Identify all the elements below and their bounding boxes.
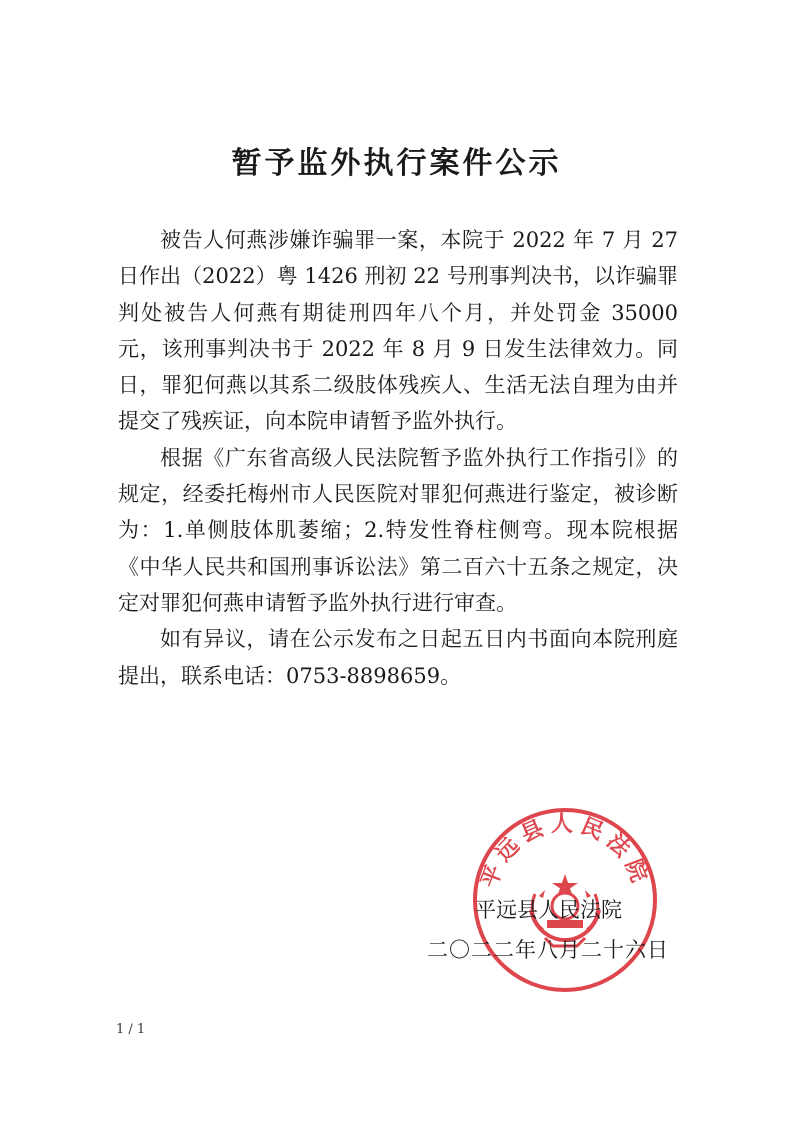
document-body — [118, 222, 678, 694]
seal-text: 平远县人民法院 — [476, 812, 654, 892]
document-title: 暂予监外执行案件公示 — [231, 146, 562, 181]
paragraph-legal-basis: 根据《广东省高级人民法院暂予监外执行工作指引》的规定，经委托梅州市人民医院对罪犯何燕进行鉴定，被诊断为：1.单侧肢体肌萎缩；2.特发性脊柱侧弯。现本院根据《中华人民共和国刑事诉讼法》第二百六十五条之规定，决定对罪犯何燕申请暂予监外执行进行审查。 — [118, 445, 678, 615]
paragraph-case-facts: 被告人何燕涉嫌诈骗罪一案，本院于 2022 年 7 月 27 日作出（2022）粤 1426 刑初 22 号刑事判决书，以诈骗罪判处被告人何燕有期徒刑四年八个月，并处罚金 35000 元，该刑事判决书于 2022 年 8 月 9 日发生法律效力。同日，罪犯何燕以其系二级肢体残疾人、生活无法自理为由并提交了残疾证，向本院申请暂予监外执行。 — [118, 228, 678, 434]
paragraph-objection-notice: 如有异议，请在公示发布之日起五日内书面向本院刑庭提出，联系电话：0753-8898659。 — [118, 627, 678, 688]
issue-date: 二〇二二年八月二十六日 — [427, 938, 669, 962]
page-number: 1 / 1 — [116, 1022, 146, 1037]
court-signature: 平远县人民法院 — [475, 898, 622, 922]
